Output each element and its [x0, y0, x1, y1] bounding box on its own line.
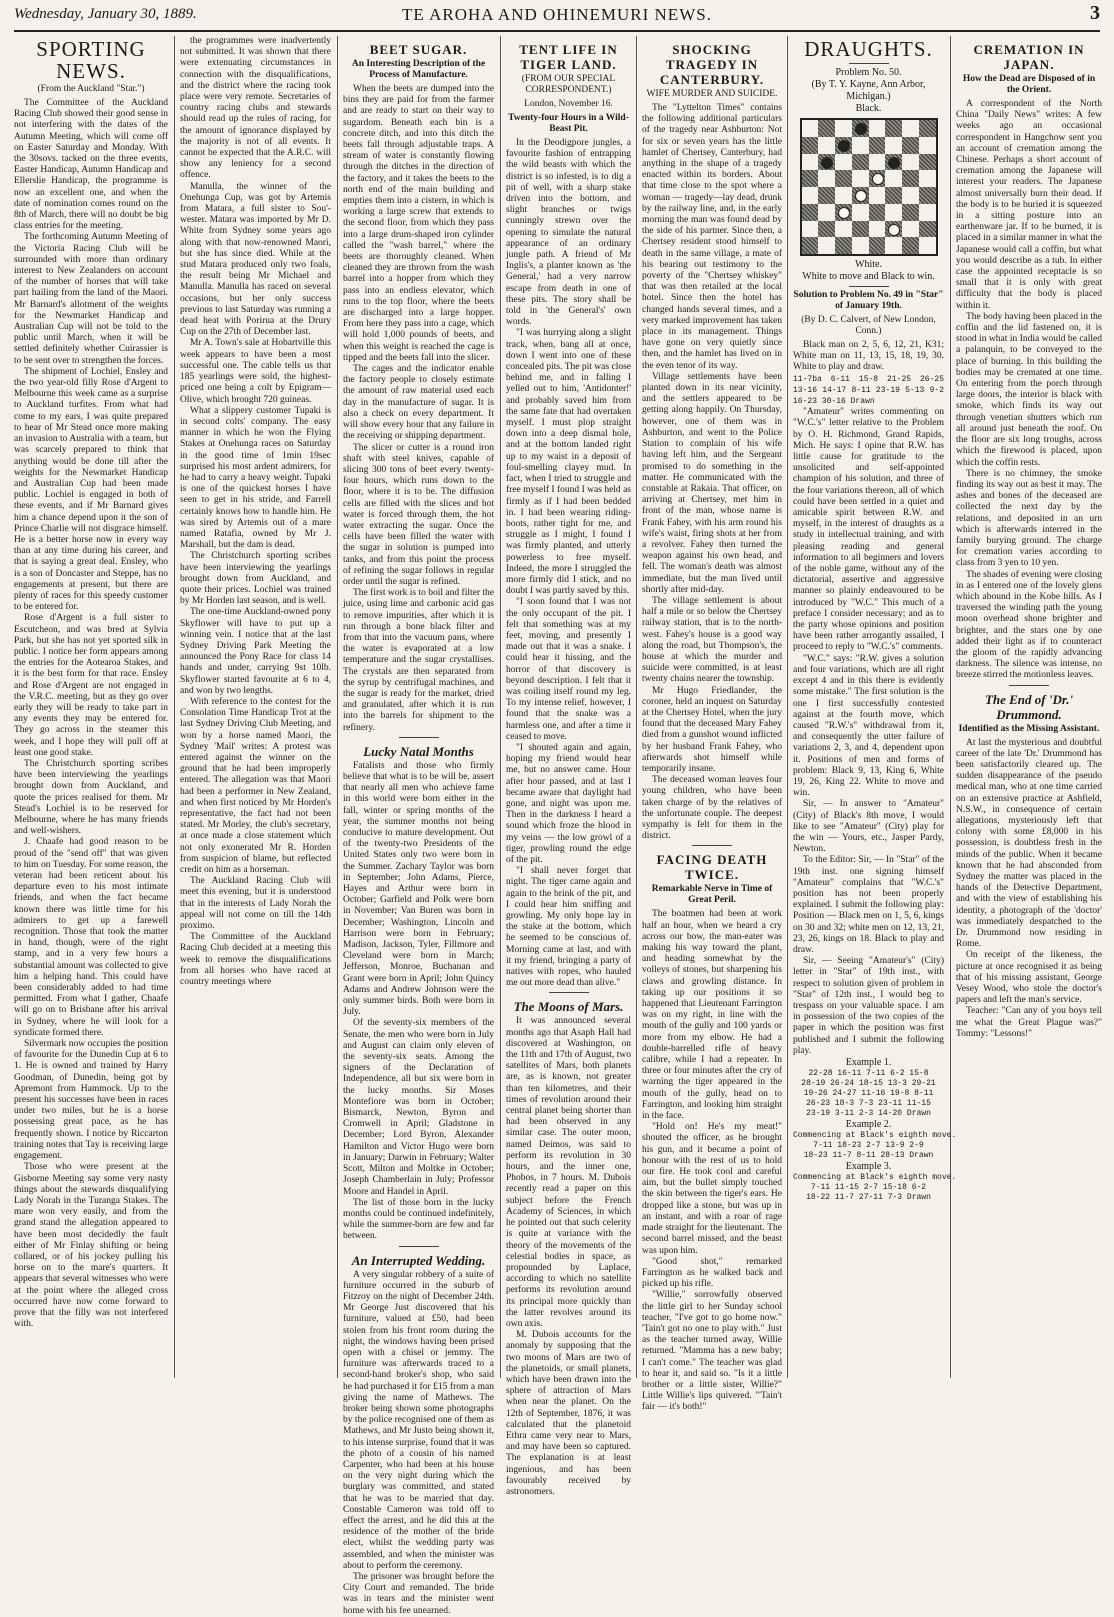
dark-square	[818, 221, 835, 238]
light-square	[835, 187, 852, 204]
light-square	[869, 154, 886, 171]
divider	[692, 845, 732, 846]
column-beet-lucky-wedding	[343, 36, 494, 1616]
article-paragraph: The forthcoming Autumn Meeting of the Victoria Racing Club will be surrounded with more than ordinary interest to New Zealanders on account of the number of horses that will take part hailing from the land of the Maori. Mr Barnard's allotment of the weights for the Newmarket Handicap and Australian Cup will not be told to the public until March, when it will be settled definitely whether Cuirassier is to be sent over to strengthen the forces.	[14, 232, 168, 366]
column-rule	[787, 36, 788, 1378]
light-square	[818, 170, 835, 187]
article-paragraph: Sir, — In answer to "Amateur" (City) of Black's 8th move, I would like to see "Amateur" (City) play for the win — Yours, etc., Jasper Pardy, Newton.	[793, 799, 944, 855]
black-piece	[821, 157, 833, 169]
article-paragraph: "Willie," sorrowfully observed the little girl to her Sunday school teacher, "I've got to go home now." 'Tain't got no one to play with." Just as the teacher turned away, Willie returned. "Mamma has a new baby; I can't come." The teacher was glad to hear it, and said so. "Is it a little brother or a little sister, Willie?" Little Willie's lips quivered. "'Tain't fair — it's both!"	[642, 1290, 782, 1413]
black-piece	[888, 157, 900, 169]
example-move-row: 26-23 18-3 7-3 23-11 11-15	[806, 1099, 931, 1108]
article-paragraph: "Amateur" writes commenting on "W.C.'s" letter relative to the Problem by O. H. Richmond, Grand Rapids, Mich. He says: I opine that R.W. has little cause for gratitude to the unsolicited and self-appointed champion of his solution, and three of the four variations thereon, all of which could have been settled in a quiet and amicable spirit between R.W. and myself, in the interest of draughts as a study in intellectual training, and with pleasing reading and general information to all beginners and lovers of the noble game, without any of the dictatorial, assertive and aggressive manner so plainly endeavoured to be introduced by "W.C." This much of a preface I consider necessary; and as to the party whose opinions and position have been rather arrogantly assailed, I proceed to reply to "W.C.'s" comments.	[793, 407, 944, 653]
article-paragraph: Mr A. Town's sale at Hobartville this week appears to have been a most successful one. The cable tells us that 185 yearlings were sold, the highest-priced one being a colt by Epigram—Olive, which brought 720 guineas.	[180, 338, 331, 405]
article-paragraph: A very singular robbery of a suite of furniture occurred in the suburb of Fitzroy on the night of December 24th. Mr George Just discovered that his furniture, valued at £50, had been stolen from his front room during the night, the windows having been prised open with a chisel or jemmy. The furniture was afterwards traced to a second-hand broker's shop, who said he had purchased it for £15 from a man giving the name of Mathews. The broker being shown some photographs by the police recognised one of them as Mathews, and Mr Justo being shown it, to his intense surprise, found that it was the photo of a cousin of his named Carpenter, who had been at his house on the very night during which the burglary was committed, and stated that he was to be married that day. Constable Cameron was told off to effect the arrest, and he did this at the residence of the mother of the bride elect, whilst the wedding party was assembled, and when the minister was about to perform the ceremony.	[343, 1269, 494, 1571]
light-square	[902, 221, 919, 238]
article-paragraph: It was announced several months ago that Asaph Hall had discovered at Washington, on the 11th and 17th of August, two satellites of Mars, both planets are, as is known, not greater than ten kilometres, and their times of revolution around their central planet being shorter than had been observed in any similar case. The outer moon, named Deimos, was said to perform its revolution in 30 hours, and the inner one, Phobos, in 7 hours. M. Dubois recently read a paper on this subject before the French Academy of Sciences, in which he pointed out that such celerity is quite at variance with the theory of the movements of the celestial bodies in space, as propounded by Laplace, according to which no satellite performs its revolution around its principal more quickly than the latter revolves around its own axis.	[506, 1016, 631, 1329]
example-title: Example 3.	[845, 1161, 892, 1172]
article-paragraph: "I was hurrying along a slight track, when, bang all at once, down I went into one of these concealed pits. The pit was close behind me, and in falling I yelled out to him, 'Antidonter!' and probably saved him from the same fate that had overtaken myself. I must plop straight down into a deep dismal hole, and at the bottom landed right up to my waist in a deposit of foul-smelling clayey mud. In fact, when I tried to struggle and free myself I found I was held as firmly as if I had been bedded in. I had been wearing riding-boots, rather tight for me, and struggle as I might, I found I was firmly planted, and utterly powerless to free myself. Indeed, the more I struggled the more firmly did I stick, and no doubt I was partly saved by this.	[506, 328, 631, 597]
drummond-subhead: Identified as the Missing Assistant.	[958, 723, 1100, 734]
light-square	[919, 204, 936, 221]
dark-square	[869, 204, 886, 221]
tent-source: (FROM OUR SPECIAL CORRESPONDENT.)	[521, 74, 616, 95]
article-paragraph: The boatmen had been at work half an hour, when we heard a cry across our bow, the man-eater was making his way toward the plant, and heading somewhat by the volleys of stones, but sharpening his claws and growling distance. In taking up our positions it so happened that Lieutenant Farrington was on my right, in line with the mouth of the gully and 100 yards or more from my elbow. He had a double-barrelled rifle of heavy calibre, while I had a repeater. In three or four minutes after the cry of warning the tiger appeared in the mouth of the gully, head on to Farrington, and looking him straight in the face.	[642, 909, 782, 1122]
article-paragraph: The Committee of the Auckland Racing Club showed their good sense in not interfering with the dates of the Autumn Meeting, which will come off on Easter Saturday and Monday. With the 30sovs. tacked on the three events, Easter Handicap, Autumn Handicap and Ellerslie Handicap, the programme is now an excellent one, and when the date of nomination comes round on the 8th of March, there will no doubt be big class entries for the meeting.	[14, 98, 168, 232]
article-paragraph: The Christchurch sporting scribes have been interviewing the yearlings brought down from Auckland, and quote their prices. Lochiel was trained by Mr Horden last season, and is well.	[180, 551, 331, 607]
light-square	[869, 187, 886, 204]
sporting-source: (From the Auckland "Star.")	[37, 84, 145, 94]
light-square	[835, 120, 852, 137]
light-square	[818, 237, 835, 254]
light-square	[835, 154, 852, 171]
article-paragraph: The village settlement is about half a mile or so below the Chertsey railway station, that is to the north-west. Fahey's house is a good way along the road, but Thompson's, the house at which the murder and suicide were committed, is at least twenty chains nearer the township.	[642, 595, 782, 685]
example-move-row: Commencing at Black's eighth move.	[793, 1173, 957, 1182]
draughts-examples	[793, 1057, 957, 1203]
light-square	[902, 154, 919, 171]
article-paragraph: The shipment of Lochiel, Ensley and the two year-old filly Rose d'Argent to Melbourne this week came as a surprise to Auckland turfites. From what had come to my ears, I was quite prepared to hear of Mr Stead once more making an invasion to Australia with a team, but was scarcely prepared to think that anything would be done till after the weights for the Newmarket Handicap and Australian Cup had been made public. Lochiel is engaged in both of these events, and if Mr Barnard gives him a chance depend upon it the son of Prince Charlie will not disgrace himself. He is a better horse now in every way than at any time during his career, and that is saying a great deal. Ensley, who is a son of Doncaster and Steppe, has no engagements at present, but there are plenty of races for this speedy customer to be entered for.	[14, 366, 168, 613]
light-square	[885, 237, 902, 254]
light-square	[902, 187, 919, 204]
beet-subhead: An Interesting Description of the Process of Manufacture.	[351, 59, 486, 80]
article-paragraph: In the Deodigpore jungles, a favourite fashion of entrapping the wild beasts with which the district is so infested, is to dig a pit of well, with a sharp stake driven into the bottom, and slight branches or twigs cunningly strewn over the opening to simulate the natural appearance of an ordinary jungle path. A friend of Mr Inglis's, a planter known as 'the General,' had a very narrow escape from death in one of these pits. The story shall be told in 'the General's' own words.	[506, 138, 631, 328]
dark-square	[919, 120, 936, 137]
light-square	[919, 237, 936, 254]
article-paragraph: The slicer or cutter is a round iron shaft with steel knives, capable of slicing 300 tons of beet every twenty-four hours, which runs down to the floor, where it is to be. The diffusion cells are filled with the slices and hot water is forced through them, the hot water extracting the sugar. Once the cells have been filled the water with the sugar in solution is pumped into tanks, and from this point the process of refining the sugar follows in regular order until the sugar is refined.	[343, 442, 494, 587]
facing-article	[642, 909, 782, 1413]
light-square	[919, 170, 936, 187]
white-piece	[838, 207, 850, 219]
article-paragraph: Manulla, the winner of the Onehunga Cup, was got by Artemis from Matara, a full sister to Sou'-wester. Matara was imported by Mr D. White from Sydney some years ago along with that now-renowned Maori, but she has since died. While at the stud Matara produced only two foals, the result being Mr Michael and Manulla. Manulla has raced on several occasions, but her only success previous to last Saturday was running a dead heat with Porirua at the Drury Cup on the 27th of December last.	[180, 181, 331, 338]
tent-article	[506, 138, 631, 989]
example-title: Example 2.	[845, 1119, 892, 1130]
column-programmes	[180, 36, 331, 1378]
article-paragraph: Rose d'Argent is a full sister to Escutcheon, and was bred at Sylvia Park, but she has not yet sported silk in public. I notice her form appears among the entries for the Aotearoa Stakes, and it is the best form for that race. Ensley and Rose d'Argent are not engaged in the V.R.C. meeting, but as they go over early they will be ready to take part in any events they may be entered for. They go across in the steamer this week, and I hope they will pull off at least one good stake.	[14, 613, 168, 758]
issue-date: Wednesday, January 30, 1889.	[14, 6, 197, 22]
black-piece	[838, 140, 850, 152]
divider	[849, 63, 889, 64]
example-move-row: 7-11 18-23 2-7 13-9 2-9	[813, 1141, 924, 1150]
light-square	[802, 154, 819, 171]
column-shocking-facing	[642, 36, 782, 1413]
tent-subhead: Twenty-four Hours in a Wild-Beast Pit.	[508, 113, 629, 134]
article-paragraph: Those who were present at the Gisborne Meeting say some very nasty things about the stewards disqualifying Lady Norah in the Turanga Stakes. The mare won very easily, and from the grand stand the allegation appeared to have been most decidedly the fault either of Mr Finlay shifting or being collared, or of his jockey pulling his horse on to the mare's quarters. It appears that several witnesses who were at the point where the alleged cross occurred have now come forward to prove that the filly was not interfered with.	[14, 1162, 168, 1330]
article-paragraph: Village settlements have been planted down in its near vicinity, and the settlers appeared to be getting along happily. On Thursday, however, one of them was in Ashburton, and went to the Police Station to complain of his wife having left him, and the Sergeant promised to do something in the matter. He communicated with the constable at Rakaia. That officer, on arriving at Chertsey, met him in front of the man, whose name is Frank Fahey, with his arm round his wife's waist, firing shots at her from a revolver. Fahey then turned the weapon against his own head, and fell. The woman's death was almost immediate, but the man lived until shortly after mid-day.	[642, 371, 782, 595]
light-square	[885, 170, 902, 187]
column-rule	[636, 36, 637, 1378]
light-square	[818, 137, 835, 154]
lucky-article	[343, 761, 494, 1243]
dark-square	[902, 170, 919, 187]
drummond-headline: The End of 'Dr.' Drummond.	[984, 691, 1074, 722]
article-paragraph: The one-time Auckland-owned pony Skyflower will have to put up a winning vein. I notice that at the last Sydney Driving Park Meeting the announced the Pony Race for class 14 hands and under, carrying 9st 10lb. Skyflower started favourite at 6 to 4, and won by two lengths.	[180, 607, 331, 696]
column-rule	[337, 36, 338, 1378]
article-paragraph: Fatalists and those who firmly believe that what is to be will be, assert that nearly all men who achieve fame in this world were born either in the fall, winter or spring months of the year, the summer months not being conducive to mature development. Out of the twenty-two Presidents of the United States only two were born in the Summer. Zachary Taylor was born in September; John Adams, Pierce, Hayes and Arthur were born in October; Garfield and Polk were born in November; Van Buren was born in December; Washington, Lincoln and Harrison were born in February; Madison, Jackson, Tyler, Fillmore and Cleveland were born in March; Jefferson, Monroe, Buchanan and Grant were born in April; John Quincy Adams and Andrew Johnson were the only summer birds. Both were born in July.	[343, 760, 494, 1018]
cremation-article	[956, 99, 1102, 682]
example-move-row: 23-19 3-11 2-3 14-20 Drawn	[806, 1109, 931, 1118]
dark-square	[835, 137, 852, 154]
article-paragraph: The first work is to boil and filter the juice, using lime and carbonic acid gas to remove impurities, after which it is run through a bone black filter and from that into the vacuum pans, where the water is evaporated at a low temperature and the sugar crystallises. The crystals are then separated from the syrup by centrifugal machines, and the sugar is ready for the market, dried and granulated, after which it is run into the barrels for shipment to the refinery.	[343, 588, 494, 733]
column-rule	[500, 36, 501, 1378]
article-paragraph: "Good shot," remarked Farrington as he walked back and picked up his rifle.	[642, 1256, 782, 1290]
column-draughts	[793, 36, 957, 1378]
cremation-headline: CREMATION IN JAPAN.	[973, 42, 1085, 72]
dark-square	[885, 120, 902, 137]
moons-article	[506, 1016, 631, 1498]
article-paragraph: Silvermark now occupies the position of favourite for the Dunedin Cup at 6 to 1. He is owned and trained by Harry Goodman, of Dunedin, being got by Apremont from Hammock. Up to the present his successes have been in races under two miles, but he is a horse possessing great pace, as he has frequently shown. I notice by Riccarton training notes that Tay is receiving large engagement.	[14, 1039, 168, 1162]
white-piece	[855, 190, 867, 202]
dark-square	[869, 137, 886, 154]
dark-square	[852, 154, 869, 171]
light-square	[885, 137, 902, 154]
dark-square	[802, 204, 819, 221]
dark-square	[802, 170, 819, 187]
dark-square	[818, 187, 835, 204]
article-paragraph: The deceased woman leaves four young children, who have been taken charge of by the relatives of the unfortunate couple. The deepest sympathy is felt for them in the district.	[642, 775, 782, 842]
example-move-row: 22-28 16-11 7-11 6-2 15-8	[808, 1069, 929, 1078]
newspaper-title: TE AROHA AND OHINEMURI NEWS.	[402, 5, 712, 24]
article-paragraph: A correspondent of the North China "Daily News" writes: A few weeks ago an occasional correspondent in Hangchow sent you an account of cremation among the Chinese. Perhaps a short account of cremation among the Japanese will interest your readers. The Japanese almost universally burn their dead. If the body is to be buried it is squeezed in a sitting posture into an earthenware jar. If to be burned, it is placed in a similar manner in what the Japanese would call a coffin, but what you would describe as a tub. In either case the appointed receptacle is so small that it is only with great difficulty that the body is placed within it.	[956, 99, 1102, 311]
dark-square	[802, 137, 819, 154]
divider	[849, 286, 889, 287]
beet-headline: BEET SUGAR.	[369, 42, 468, 57]
example-move-row: Commencing at Black's eighth move.	[793, 1131, 957, 1140]
article-paragraph: "I soon found that I was not the only occupant of the pit. I felt that something was at my feet, moving, and presently I made out that it was a snake. I could hear it hissing, and the horror of that discovery is beyond description. I felt that it was coiling itself round my leg. To my intense relief, however, I found that the snake was a harmless one, and after a time it ceased to move.	[506, 597, 631, 742]
dark-square	[818, 120, 835, 137]
dark-square	[835, 170, 852, 187]
shocking-subhead: WIFE MURDER AND SUICIDE.	[646, 89, 778, 99]
column-rule	[174, 36, 175, 1378]
article-paragraph: The shades of evening were closing in as I entered one of the lovely glens which abound in the Kobe hills. As I traversed the winding path the young moon overhead shone brighter and brighter, and the stars one by one added their light as if to counteract the gloom of the rapidly advancing darkness. The silence was intense, no breeze stirred the motionless leaves.	[956, 569, 1102, 681]
article-paragraph: With reference to the contest for the Consolation Time Handicap Trot at the last Sydney Driving Club Meeting, and won by a horse named Maori, the Sydney 'Mail' writes: A protest was entered against the winner on the ground that he had been improperly entered. The allegation was that Maori had been a performer in New Zealand, and when first noticed by Mr Horden's representative, the fact had not been stated. Mr Morley, the club's secretary, at once made a close statement which not only exonerated Mr R. Horden from suspicion of blame, but reflected credit on him as a horseman.	[180, 696, 331, 876]
problem-author: (By T. Y. Kayne, Ann Arbor, Michigan.)	[811, 79, 926, 102]
article-paragraph: Mr Hugo Friedlander, the coroner, held an inquest on Saturday at the Chertsey Hotel, when the jury found that the deceased Mary Fahey died from a gunshot wound inflicted by her husband Frank Fahey, who afterwards shot himself while temporarily insane.	[642, 685, 782, 774]
solution-subheading: (By D. C. Calvert, of New London, Conn.)	[801, 315, 936, 336]
example-move-row: 19-26 24-27 11-16 19-8 8-11	[803, 1089, 934, 1098]
light-square	[802, 187, 819, 204]
dark-square	[818, 154, 835, 171]
article-paragraph: "Hold on! He's my meat!" shouted the officer, as he brought his gun, and it became a point of honour with the rest of us to hold our fire. He took cool and careful aim, but the bullet simply touched the skin between the tiger's ears. He dropped like a stone, but was up in an instant, and with a roar of rage made straight for the lieutenant. The second barrel missed, and the beast was upon him.	[642, 1122, 782, 1256]
solution-heading: Solution to Problem No. 49 in "Star" of January 19th.	[793, 290, 944, 311]
dark-square	[802, 237, 819, 254]
white-piece	[872, 173, 884, 185]
article-paragraph: The body having been placed in the coffin and the lid fastened on, it is stood in what in India would be called a palanquin, to be conveyed to the place of burning. In this building the bodies may be cremated at one time. On entering from the porch through large doors, the interior is black with smoke, which finds its way out through venetian shutters which run all around just beneath the roof. On the floor are six long troughs, across which the firewood is placed, upon which the coffin rests.	[956, 311, 1102, 468]
article-paragraph: The Auckland Racing Club will meet this evening, but it is understood that in the interests of Lady Norah the appeal will not come on till the 14th proximo.	[180, 876, 331, 932]
light-square	[852, 137, 869, 154]
divider	[399, 1246, 439, 1247]
divider	[399, 737, 439, 738]
wedding-article	[343, 1270, 494, 1617]
dark-square	[902, 204, 919, 221]
light-square	[802, 120, 819, 137]
black-piece	[855, 123, 867, 135]
dark-square	[902, 137, 919, 154]
solution-position: Black man on 2, 5, 6, 12, 21, K31; White man on 11, 13, 15, 18, 19, 30. White to play and draw.	[793, 340, 944, 373]
draughts-board	[800, 118, 938, 256]
solution-main-line: 11-7ba 6-11 15-8 21-25 26-25 13-16 14-17 8-11 23-19 5-13 9-2 16-23 30-16 Drawn	[793, 374, 944, 407]
article-paragraph: The cages and the indicator enable the factory people to closely estimate the amount of raw material used each day in the manufacture of sugar. It is also a check on every department. It will show every hour that any failure in the receiving or shipping department.	[343, 364, 494, 442]
example-title: Example 1.	[845, 1057, 892, 1068]
column-cremation-drummond	[956, 36, 1102, 1378]
beet-article	[343, 84, 494, 734]
dark-square	[852, 187, 869, 204]
shocking-headline: SHOCKING TRAGEDY IN CANTERBURY.	[659, 42, 765, 87]
dark-square	[902, 237, 919, 254]
article-paragraph: The Committee of the Auckland Racing Club decided at a meeting this week to remove the disqualifications from all horses who have raced at country meetings where	[180, 932, 331, 988]
example-move-row: 7-11 11-15 2-7 15-18 6-2	[810, 1183, 927, 1192]
example-move-row: 18-23 11-7 8-11 28-13 Drawn	[803, 1151, 934, 1160]
light-square	[919, 137, 936, 154]
dark-square	[919, 187, 936, 204]
dark-square	[869, 170, 886, 187]
light-square	[869, 120, 886, 137]
facing-headline: FACING DEATH TWICE.	[656, 852, 768, 883]
dark-square	[885, 221, 902, 238]
dark-square	[919, 221, 936, 238]
article-paragraph: When the beets are dumped into the bins they are paid for from the farmer and are ready to start on their way to sugardom. Beneath each bin is a concrete ditch, and into this ditch the beets fall through adjustable traps. A stream of water is constantly flowing through the ditches in the direction of the factory, and it takes the beets to the north end of the main building and empties them into a cistern, in which is working a large screw that extends to the second floor, from which they pass into a large drum-shaped iron cylinder called the "wash barrel," where the beets are thoroughly cleaned. When cleaned they are thrown from the wash barrel into a hopper from which they pass into an endless elevator, which runs to the top floor, where the beets are discharged into a large hopper. From here they pass into a cage, which will hold 1,000 pounds of beets, and when this weight is reached the cage is tipped and the beets fall into the slicer.	[343, 84, 494, 363]
dark-square	[852, 120, 869, 137]
white-piece	[888, 224, 900, 236]
sporting-article	[14, 98, 168, 1330]
shocking-article	[642, 103, 782, 842]
drummond-article	[956, 738, 1102, 1040]
dark-square	[835, 237, 852, 254]
tent-headline: TENT LIFE IN TIGER LAND.	[519, 42, 618, 72]
light-square	[902, 120, 919, 137]
article-paragraph: At last the mysterious and doubtful career of the late 'Dr.' Drummond has been satisfactorily cleared up. The sudden disappearance of the pseudo medical man, who at one time carried on an extensive practice at Ashfield, N.S.W., in consequence of certain allegations, mysteriously left that colony with some £8,000 in his possession, is doubtless fresh in the minds of the public. When it became known that he had absconded from Sydney the matter was placed in the hands of the Detective Department, and with the view of establishing his identity, a photograph of the 'doctor' was immediately despatched to the Dr. Drummond now residing in Rome.	[956, 737, 1102, 950]
moons-headline: The Moons of Mars.	[513, 999, 624, 1015]
dark-square	[852, 221, 869, 238]
tent-dateline: London, November 16.	[524, 99, 613, 109]
column-tent-moons	[506, 36, 631, 1497]
article-paragraph: The list of those born in the lucky months could be continued indefinitely, while the summer-born are few and far between.	[343, 1197, 494, 1242]
article-paragraph: The prisoner was brought before the City Court and remanded. The bride was in tears and the minister went home with his fee unearned.	[343, 1572, 494, 1616]
white-label: White.	[855, 259, 882, 270]
light-square	[852, 237, 869, 254]
light-square	[869, 221, 886, 238]
black-label: Black.	[855, 103, 882, 114]
light-square	[802, 221, 819, 238]
article-paragraph: Teacher: "Can any of you boys tell me what the Great Plague was?" Tommy: "Lessons!"	[956, 1006, 1102, 1039]
light-square	[885, 204, 902, 221]
wedding-headline: An Interrupted Wedding.	[351, 1252, 486, 1268]
example-move-row: 18-22 11-7 27-11 7-3 Drawn	[806, 1193, 931, 1202]
facing-subhead: Remarkable Nerve in Time of Great Peril.	[651, 884, 773, 906]
article-paragraph: The Christchurch sporting scribes have been interviewing the yearlings brought down from Auckland, and quote the prices realised for them. Mr Stead's Lochiel is to be reserved for Melbourne, where he has many friends and well-wishers.	[14, 758, 168, 837]
divider	[1009, 685, 1049, 686]
article-paragraph: What a slippery customer Tupaki is in second colts' company. The easy manner in which he won the Flying Stakes at Onehunga races on Saturday in the good time of 1min 19sec surprised his most ardent admirers, for he had to carry a heavy weight. Tupaki is one of the quickest horses I have seen to get in his stride, and Farrell certainly knows how to handle him. He was sired by Artemis out of a mare named Ratafia, owned by Mr J. Marshall, but the dam is dead.	[180, 405, 331, 551]
dark-square	[885, 187, 902, 204]
article-paragraph: On receipt of the likeness, the picture at once recognised it as being that of his missing assistant, George Vesey Wood, who stole the doctor's papers and left the man's service.	[956, 950, 1102, 1006]
article-paragraph: "I shall never forget that night. The tiger came again and again to the brink of the pit, and I could hear him sniffing and growling. My only hope lay in the stake at the bottom, which he seemed to be conscious of. Morning came at last, and with it my friend, bringing a party of natives with ropes, who hauled me out more dead than alive."	[506, 866, 631, 989]
lucky-headline: Lucky Natal Months	[363, 743, 474, 759]
sporting-continued-article	[180, 36, 331, 988]
article-paragraph: J. Chaafe had good reason to be proud of the "send off" that was given to him on Tuesday. For some reason, the veteran had been reticent about his departure even to his most intimate friends, and when the fact became known there was little time for his admirers to get up a farewell recognition. Those that took the matter in hand, though, were of the right stamp, and in a very few hours a substantial amount was collected to give him a helping hand. This could have been considerably added to had time permitted. From what I gather, Chaafe will go on to Brisbane after his arrival in Sydney, where he will look for a syndicate formed there.	[14, 837, 168, 1038]
cremation-subhead: How the Dead are Disposed of in the Orient.	[962, 74, 1096, 95]
example-move-row: 28-19 26-24 18-15 13-3 29-21	[801, 1079, 936, 1088]
draughts-correspondence	[793, 407, 944, 1057]
column-sporting	[14, 36, 168, 1378]
dark-square	[869, 237, 886, 254]
light-square	[835, 221, 852, 238]
light-square	[818, 204, 835, 221]
dark-square	[835, 204, 852, 221]
article-paragraph: To the Editor: Sir, — In "Star" of the 19th inst. one signing himself "Amateur" complains that "W.C.'s" position has not been properly explained. I submit the following play: Position — Black men on 1, 5, 6, kings on 30 and 32; white men on 12, 13, 21, 23, 26, kings on 18. Black to play and draw.	[793, 855, 944, 955]
article-paragraph: There is no chimney, the smoke finding its way out as best it may. The ashes and bones of the deceased are collected the next day by the relations, and deposited in an urn which is afterwards interred in the family burying ground. The charge for cremation varies according to class from 3 yen to 10 yen.	[956, 468, 1102, 569]
problem-stipulation: White to move and Black to win.	[802, 271, 935, 282]
dark-square	[919, 154, 936, 171]
light-square	[852, 204, 869, 221]
dark-square	[885, 154, 902, 171]
article-paragraph: Of the seventy-six members of the Senate, the men who were born in July and August can claim only eleven of the seventy-six seats. Among the signers of the Declaration of Independence, all but six were born in the lucky months. Sir Moses Montefiore was born in October; Bismarck, Newton, Byron and Cromwell in April; Gladstone in December; Lord Byron, Alexander Hamilton and Victor Hugo were born in January; Darwin in February; Walter Scott, Milton and Moltke in October; Joseph Chamberlain in July; Professor Moore and Handel in April.	[343, 1018, 494, 1197]
article-paragraph: "I shouted again and again, hoping my friend would hear me, but no answer came. Hour after hour passed, and at last I became aware that daylight had gone, and night was upon me. Then in the darkness I heard a sound which froze the blood in my veins — the low growl of a tiger, prowling round the edge of the pit.	[506, 742, 631, 865]
sporting-headline: SPORTING NEWS.	[36, 37, 146, 83]
article-paragraph: Sir, — Seeing "Amateur's" (City) letter in "Star" of 19th inst., with respect to solution given of problem in "Star" of 12th inst., I would beg to trespass on your valuable space. I am in possession of the two copies of the paper in which the position was first published and I submit the following play.	[793, 956, 944, 1056]
page-number: 3	[1090, 2, 1100, 24]
divider	[549, 992, 589, 993]
article-paragraph: the programmes were inadvertently not submitted. It was shown that there were extenuating circumstances in connection with the disqualifications, and the district where the racing took place were very remote. Secretaries of country racing clubs and stewards should read up the rules of racing, for the amount of ignorance displayed by the majority is not of all events. It cannot be expected that the A.R.C. will show any leniency for a second offence.	[180, 36, 331, 181]
masthead	[14, 0, 1100, 32]
article-paragraph: "W.C." says: "R.W. gives a solution and four variations, which are all right except 4 and in this there is evidently some mistake." The first solution is the one I first successfully contested against at the fourth move, which caused "R.W.'s" withdrawal from it, and consequently the utter failure of variations 2, 3, and 4, dependent upon it. Positions of men and forms of problem: Black 9, 13, King 6, White 19, 26, King 22. White to move and win.	[793, 653, 944, 799]
light-square	[852, 170, 869, 187]
draughts-headline: DRAUGHTS.	[804, 37, 933, 61]
problem-number: Problem No. 50.	[835, 67, 902, 78]
article-paragraph: M. Dubois accounts for the anomaly by supposing that the two moons of Mars are two of the planetoids, or small planets, which have been drawn into the sphere of attraction of Mars when near the planet. On the 12th of September, 1876, it was calculated that the planetoid Ethra came very near to Mars, and may have been so captured. The explanation is at least ingenious, and has been favourably received by astronomers.	[506, 1330, 631, 1497]
article-paragraph: The "Lyttelton Times" contains the following additional particulars of the tragedy near Ashburton: Not for six or seven years has the little hamlet of Chertsey, Canterbury, had anything in the shape of a tragedy enacted within its borders. About that time close to the spot where a woman — tragedy—lay dead, drunk by the railway line, and, in the early morning the man was found dead by the side of his partner. Since then, a Chertsey resident stood himself to death in the same village, a mate of his bearing out testimony to the poverty of the "Chertsey whiskey" that was then retailed at the local hotel. Since then the hotel has changed hands several times, and a very marked improvement has taken place in its management. Things have gone on very quietly since then, and the hamlet has lived on in the even tenor of its way.	[642, 103, 782, 371]
